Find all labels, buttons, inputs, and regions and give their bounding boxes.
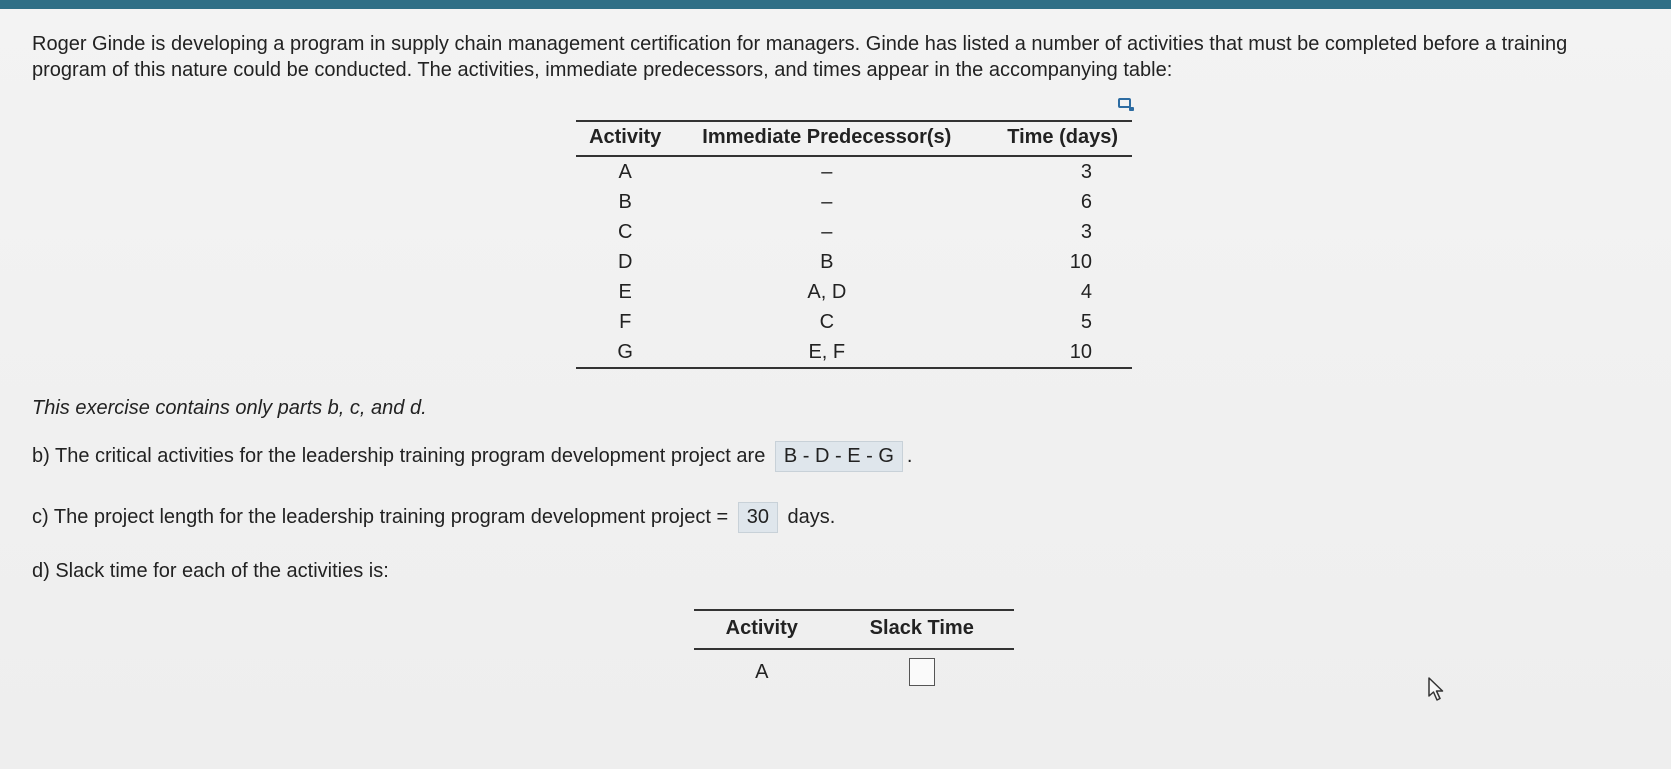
time-cell: 10 — [1069, 250, 1092, 273]
slack-header-time: Slack Time — [830, 610, 1015, 649]
slack-row — [694, 649, 1014, 694]
time-cell: 3 — [1080, 220, 1092, 243]
slack-time-input[interactable] — [909, 658, 935, 686]
table-row — [576, 187, 1132, 217]
question-page — [0, 9, 1671, 769]
header-activity: Activity — [576, 121, 674, 156]
table-row — [576, 307, 1132, 337]
table-row — [576, 277, 1132, 307]
time-cell: 3 — [1080, 160, 1092, 183]
activity-cell: F — [619, 310, 632, 333]
table-row — [576, 247, 1132, 277]
time-cell: 5 — [1080, 310, 1092, 333]
time-cell: 6 — [1080, 190, 1092, 213]
part-c-question — [32, 502, 835, 533]
slack-table — [694, 609, 1014, 694]
part-c-suffix: days. — [787, 506, 836, 528]
activity-table — [576, 120, 1132, 369]
slack-header-row — [694, 610, 1014, 649]
table-row — [576, 217, 1132, 247]
exercise-note: This exercise contains only parts b, c, and d. — [32, 397, 427, 419]
part-b-question — [32, 441, 912, 472]
predecessor-cell: B — [820, 250, 834, 273]
header-time: Time (days) — [979, 121, 1132, 156]
part-c-answer-field[interactable]: 30 — [738, 502, 778, 533]
predecessor-cell: E, F — [674, 337, 979, 368]
slack-time-cell — [830, 649, 1015, 694]
activity-cell: E — [618, 280, 632, 303]
predecessor-cell: – — [821, 190, 833, 213]
expand-icon[interactable] — [1118, 98, 1131, 108]
activity-cell: A — [618, 160, 632, 183]
mouse-pointer-icon — [1428, 677, 1446, 703]
activity-cell: B — [618, 190, 632, 213]
predecessor-cell: A, D — [807, 280, 847, 303]
top-bar — [0, 0, 1671, 9]
slack-header-activity: Activity — [694, 610, 830, 649]
time-cell: 4 — [1080, 280, 1092, 303]
table-row — [576, 337, 1132, 368]
problem-statement: Roger Ginde is developing a program in supply chain management certification for managers. Ginde has listed a number of activities that must be completed before a training program of this nature could be conducted. The activities, immediate predecessors, and times appear in the accompanying table: — [32, 33, 1568, 81]
part-b-prefix: b) The critical activities for the leadership training program development project are — [32, 445, 766, 467]
part-b-suffix: . — [906, 445, 913, 467]
predecessor-cell: C — [819, 310, 835, 333]
table-row — [576, 156, 1132, 187]
activity-cell: G — [576, 337, 674, 368]
header-predecessors: Immediate Predecessor(s) — [674, 121, 979, 156]
activity-cell: D — [617, 250, 633, 273]
activity-cell: C — [617, 220, 633, 243]
time-cell: 10 — [979, 337, 1132, 368]
part-b-answer-field[interactable]: B - D - E - G — [775, 441, 903, 472]
slack-activity-cell: A — [755, 660, 769, 683]
part-c-prefix: c) The project length for the leadership training program development project = — [32, 506, 729, 528]
part-d-question: d) Slack time for each of the activities is: — [32, 560, 389, 582]
table-header-row — [576, 121, 1132, 156]
predecessor-cell: – — [821, 220, 833, 243]
predecessor-cell: – — [821, 160, 833, 183]
